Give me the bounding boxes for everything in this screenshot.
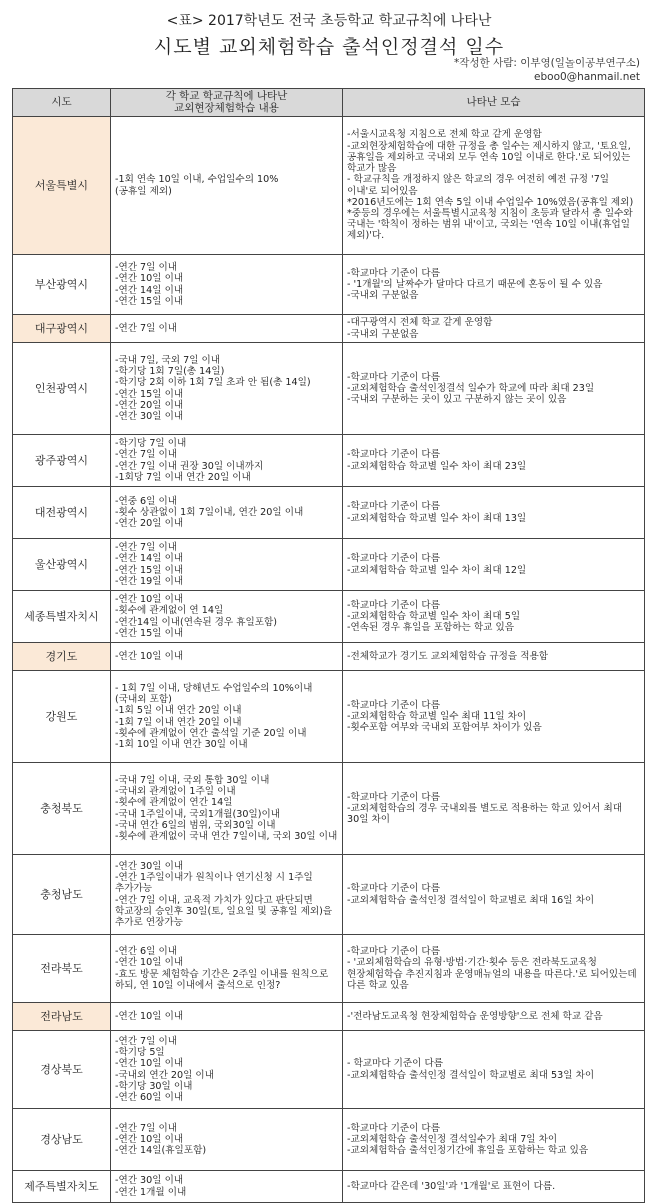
table-row (13, 1171, 645, 1203)
author-credit (454, 56, 640, 84)
table-row (13, 255, 645, 315)
observation-cell: -학교마다 기준이 다름 - '1개월'의 날짜수가 달마다 다르기 때문에 혼동이 될 수 있음 -국내외 구분없음 (343, 255, 645, 315)
observation-cell: -학교마다 기준이 다름 -교외체험학습 학교별 일수 차이 최대 13일 (343, 487, 645, 539)
observation-cell: -서울시교육청 지침으로 전체 학교 같게 운영함 -교외현장체험학습에 대한 규정을 총 일수는 제시하지 않고, '토요일, 공휴일을 제외하고 국내외 모두 연속 10일 이내로 한다.'로 되어있는 학교가 많음 - 학교규칙을 개정하지 않은 학교의 경우 여전히 예전 규정 '7일 이내'로 되어있음 *2016년도에는 1회 연속 5일 이내 수업일수 10%였음(공휴일 제외) *중등의 경우에는 서울특별시교육청 지침이 초등과 달라서 총 일수와 국내는 '학칙이 정하는 범위 내'이고, 국외는 '연속 10일 이내(휴업일 제외)'다. (343, 117, 645, 255)
region-cell: 인천광역시 (13, 343, 111, 435)
rule-content-cell: -연간 10일 이내 (111, 1003, 343, 1031)
region-cell: 광주광역시 (13, 435, 111, 487)
observation-cell: -학교마다 기준이 다름 - '교외체험학습의 유형·방법·기간·횟수 등은 전라북도교육청 현장체험학습 추진지침과 운영매뉴얼의 내용을 따른다.'로 되어있는데 다른 학교 있음 (343, 935, 645, 1003)
rule-content-cell: -연중 6일 이내 -횟수 상관없이 1회 7일이내, 연간 20일 이내 -연간 20일 이내 (111, 487, 343, 539)
region-cell: 서울특별시 (13, 117, 111, 255)
observation-cell: -학교마다 기준이 다름 -교외체험학습 출석인정 결석일수가 최대 7일 차이 -교외체험학습 출석인정기간에 휴일을 포함하는 학교 있음 (343, 1109, 645, 1171)
author-name: *작성한 사람: 이부영(일놀이공부연구소) (454, 57, 640, 69)
table-row (13, 435, 645, 487)
observation-cell: -학교마다 기준이 다름 -교외체험학습 출석인정 결석일이 학교별로 최대 16일 차이 (343, 855, 645, 935)
region-cell: 강원도 (13, 671, 111, 763)
table-row (13, 487, 645, 539)
header-region: 시도 (13, 89, 111, 117)
observation-cell: -학교마다 기준이 다름 -교외체험학습 학교별 일수 차이 최대 23일 (343, 435, 645, 487)
rule-content-cell: -연간 30일 이내 -연간 1개월 이내 (111, 1171, 343, 1203)
title-line-1: <표> 2017학년도 전국 초등학교 학교규칙에 나타난 (166, 13, 492, 29)
rule-content-cell: -국내 7일, 국외 7일 이내 -학기당 1회 7일(총 14일) -학기당 2회 이하 1회 7일 초과 안 됨(총 14일) -연간 15일 이내 -연간 20일 이내 -연간 30일 이내 (111, 343, 343, 435)
rule-content-cell: -연간 10일 이내 -횟수에 관계없이 연 14일 -연간14일 이내(연속된 경우 휴일포함) -연간 15일 이내 (111, 591, 343, 643)
observation-cell: -대구광역시 전체 학교 같게 운영함 -국내외 구분없음 (343, 315, 645, 343)
rule-content-cell: -국내 7일 이내, 국외 통합 30일 이내 -국내외 관계없이 1주일 이내 -횟수에 관계없이 연간 14일 -국내 1주일이내, 국외1개월(30일)이내 -국내 연간 6일의 범위, 국외30일 이내 -횟수에 관계없이 국내 연간 7일이내, 국외 30일 이내 (111, 763, 343, 855)
region-cell: 대구광역시 (13, 315, 111, 343)
observation-cell: -학교마다 기준이 다름 -교외체험학습 학교별 일수 최대 11일 차이 -횟수포함 여부와 국내외 포함여부 차이가 있음 (343, 671, 645, 763)
rule-content-cell: -연간 7일 이내 (111, 315, 343, 343)
region-cell: 경상북도 (13, 1031, 111, 1109)
title-line-2: 시도별 교외체험학습 출석인정결석 일수 (153, 36, 505, 58)
region-cell: 경상남도 (13, 1109, 111, 1171)
observation-cell: -'전라남도교육청 현장체험학습 운영방향'으로 전체 학교 같음 (343, 1003, 645, 1031)
table-row (13, 315, 645, 343)
rule-content-cell: -연간 7일 이내 -연간 14일 이내 -연간 15일 이내 -연간 19일 이내 (111, 539, 343, 591)
region-cell: 울산광역시 (13, 539, 111, 591)
region-cell: 전라남도 (13, 1003, 111, 1031)
table-row (13, 1031, 645, 1109)
region-cell: 충청남도 (13, 855, 111, 935)
table-row (13, 643, 645, 671)
table-header-row (13, 89, 645, 117)
rule-content-cell: -연간 7일 이내 -연간 10일 이내 -연간 14일 이내 -연간 15일 이내 (111, 255, 343, 315)
table-row (13, 855, 645, 935)
header-content: 각 학교 학교규칙에 나타난 교외현장체험학습 내용 (111, 89, 343, 117)
table-row (13, 539, 645, 591)
rule-content-cell: -1회 연속 10일 이내, 수업일수의 10% (공휴일 제외) (111, 117, 343, 255)
observation-cell: -학교마다 기준이 다름 -교외체험학습 학교별 일수 차이 최대 5일 -연속된 경우 휴일을 포함하는 학교 있음 (343, 591, 645, 643)
region-cell: 대전광역시 (13, 487, 111, 539)
observation-cell: -학교마다 기준이 다름 -교외체험학습의 경우 국내외를 별도로 적용하는 학교 있어서 최대 30일 차이 (343, 763, 645, 855)
observation-cell: -학교마다 기준이 다름 -교외체험학습 학교별 일수 차이 최대 12일 (343, 539, 645, 591)
rule-content-cell: -연간 6일 이내 -연간 10일 이내 -효도 방문 체험학습 기간은 2주일 이내를 원칙으로 하되, 연 10일 이내에서 출석으로 인정? (111, 935, 343, 1003)
table-row (13, 117, 645, 255)
rule-content-cell: - 1회 7일 이내, 당해년도 수업일수의 10%이내(국내외 포함) -1회 5일 이내 연간 20일 이내 -1회 7일 이내 연간 20일 이내 -횟수에 관계없이 연간 출석일 기준 20일 이내 -1회 10일 이내 연간 30일 이내 (111, 671, 343, 763)
table-row (13, 591, 645, 643)
observation-cell: -학교마다 같은데 '30일'과 '1개월'로 표현이 다름. (343, 1171, 645, 1203)
rule-content-cell: -연간 7일 이내 -학기당 5일 -연간 10일 이내 -국내외 연간 20일 이내 -학기당 30일 이내 -연간 60일 이내 (111, 1031, 343, 1109)
table-row (13, 1109, 645, 1171)
observation-cell: -전체학교가 경기도 교외체험학습 규정을 적용함 (343, 643, 645, 671)
region-cell: 충청북도 (13, 763, 111, 855)
observation-cell: -학교마다 기준이 다름 -교외체험학습 출석인정결석 일수가 학교에 따라 최대 23일 -국내외 구분하는 곳이 있고 구분하지 않는 곳이 있음 (343, 343, 645, 435)
table-row (13, 343, 645, 435)
region-cell: 경기도 (13, 643, 111, 671)
region-cell: 세종특별자치시 (13, 591, 111, 643)
rule-content-cell: -연간 30일 이내 -연간 1주일이내가 원칙이나 연기신청 시 1주일 추가가능 -연간 7일 이내, 교육적 가치가 있다고 판단되면 학교장의 승인후 30일(토, 일요일 및 공휴일 제외)을 추가로 연장가능 (111, 855, 343, 935)
rule-content-cell: -학기당 7일 이내 -연간 7일 이내 -연간 7일 이내 권장 30일 이내까지 -1회당 7일 이내 연간 20일 이내 (111, 435, 343, 487)
region-cell: 전라북도 (13, 935, 111, 1003)
table-row (13, 763, 645, 855)
region-cell: 제주특별자치도 (13, 1171, 111, 1203)
header-note: 나타난 모습 (343, 89, 645, 117)
table-row (13, 671, 645, 763)
rule-content-cell: -연간 10일 이내 (111, 643, 343, 671)
rule-content-cell: -연간 7일 이내 -연간 10일 이내 -연간 14일(휴일포함) (111, 1109, 343, 1171)
region-cell: 부산광역시 (13, 255, 111, 315)
author-email: eboo0@hanmail.net (534, 71, 640, 83)
regional-table (12, 88, 645, 1203)
table-row (13, 1003, 645, 1031)
observation-cell: - 학교마다 기준이 다름 -교외체험학습 출석인정 결석일이 학교별로 최대 53일 차이 (343, 1031, 645, 1109)
table-row (13, 935, 645, 1003)
